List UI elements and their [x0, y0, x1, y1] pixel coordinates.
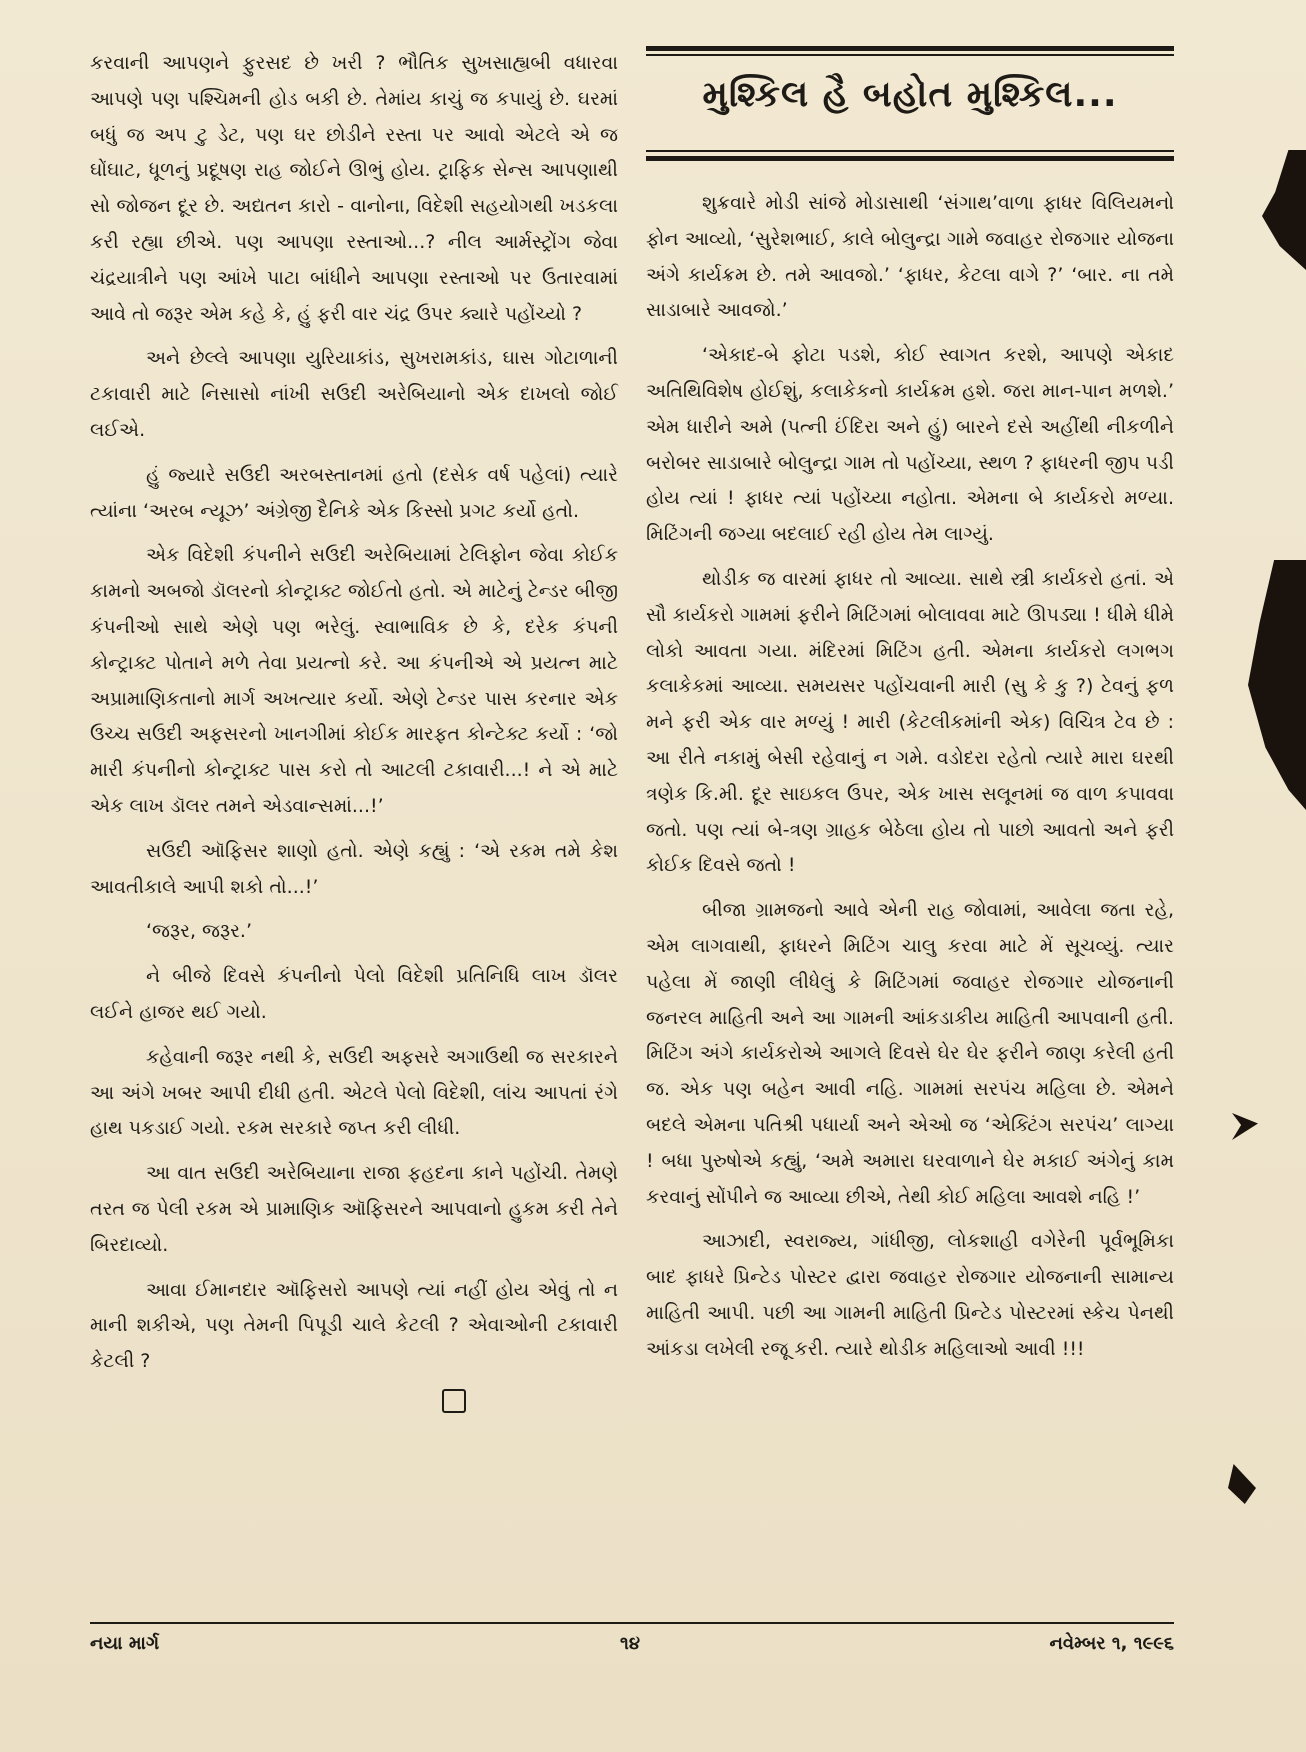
left-paragraph-1: કરવાની આપણને ફુરસદ છે ખરી ? ભૌતિક સુખસાહ્યબી વધારવા આપણે પણ પશ્ચિમની હોડ બકી છે. તેમાંય કાચું જ કપાયું છે. ઘરમાં બધું જ અપ ટુ ડેટ, પણ ઘર છોડીને રસ્તા પર આવો એટલે એ જ ઘોંઘાટ, ધૂળનું પ્રદૂષણ રાહ જોઈને ઊભું હોય. ટ્રાફિક સેન્સ આપણાથી સો જોજન દૂર છે. અદ્યતન કારો - વાનોના, વિદેશી સહયોગથી ખડકલા કરી રહ્યા છીએ. પણ આપણા રસ્તાઓ...? નીલ આર્મસ્ટ્રોંગ જેવા ચંદ્રયાત્રીને પણ આંખે પાટા બાંધીને આપણા રસ્તાઓ પર ઉતારવામાં આવે તો જરૂર એમ કહે કે, હું ફરી વાર ચંદ્ર ઉપર ક્યારે પહોંચ્યો ? — [90, 52, 618, 325]
page-damage-mark — [1228, 1464, 1256, 1504]
left-paragraph-8: કહેવાની જરૂર નથી કે, સઉદી અફસરે અગાઉથી જ સરકારને આ અંગે ખબર આપી દીધી હતી. એટલે પેલો વિદેશી, લાંચ આપતાં રંગે હાથ પકડાઈ ગયો. રકમ સરકારે જપ્ત કરી લીધી. — [90, 1045, 618, 1140]
footer-page-number: ૧૪ — [620, 1633, 640, 1654]
right-paragraph-3: થોડીક જ વારમાં ફાધર તો આવ્યા. સાથે સ્ત્રી કાર્યકરો હતાં. એ સૌ કાર્યકરો ગામમાં ફરીને મિટિંગમાં બોલાવવા માટે ઊપડ્યા ! ધીમે ધીમે લોકો આવતા ગયા. મંદિરમાં મિટિંગ હતી. એમના કાર્યકરો લગભગ કલાકેકમાં આવ્યા. સમયસર પહોંચવાની મારી (સુ કે કુ ?) ટેવનું ફળ મને ફરી એક વાર મળ્યું ! મારી (કેટલીકમાંની એક) વિચિત્ર ટેવ છે : આ રીતે નકામું બેસી રહેવાનું ન ગમે. વડોદરા રહેતો ત્યારે મારા ઘરથી ત્રણેક કિ.મી. દૂર સાઇકલ ઉપર, એક ખાસ સલૂનમાં જ વાળ કપાવવા જતો. પણ ત્યાં બે-ત્રણ ગ્રાહક બેઠેલા હોય તો પાછો આવતો અને ફરી કોઈક દિવસે જતો ! — [646, 567, 1174, 877]
right-paragraph-2: ‘એકાદ-બે ફોટા પડશે, કોઈ સ્વાગત કરશે, આપણે એકાદ અતિથિવિશેષ હોઈશું, કલાકેકનો કાર્યક્રમ હશે. જરા માન-પાન મળશે.’ એમ ધારીને અમે (પત્ની ઈંદિરા અને હું) બારને દસે અહીંથી નીકળીને બરોબર સાડાબારે બોલુન્દ્રા ગામ તો પહોંચ્યા, સ્થળ ? ફાધરની જીપ પડી હોય ત્યાં ! ફાધર ત્યાં પહોંચ્યા નહોતા. એમના બે કાર્યકરો મળ્યા. મિટિંગની જગ્યા બદલાઈ રહી હોય તેમ લાગ્યું. — [646, 344, 1174, 546]
left-paragraph-4: એક વિદેશી કંપનીને સઉદી અરેબિયામાં ટેલિફોન જેવા કોઈક કામનો અબજો ડૉલરનો કોન્ટ્રાક્ટ જોઈતો હતો. એ માટેનું ટેન્ડર બીજી કંપનીઓ સાથે એણે પણ ભરેલું. સ્વાભાવિક છે કે, દરેક કંપની કોન્ટ્રાક્ટ પોતાને મળે તેવા પ્રયત્નો કરે. આ કંપનીએ એ પ્રયત્ન માટે અપ્રામાણિકતાનો માર્ગ અખત્યાર કર્યો. એણે ટેન્ડર પાસ કરનાર એક ઉચ્ચ સઉદી અફસરનો ખાનગીમાં કોઈક મારફત કોન્ટેક્ટ કર્યો : ‘જો મારી કંપનીનો કોન્ટ્રાક્ટ પાસ કરો તો આટલી ટકાવારી...! ને એ માટે એક લાખ ડૉલર તમને એડવાન્સમાં...!’ — [90, 544, 618, 817]
left-paragraph-9: આ વાત સઉદી અરેબિયાના રાજા ફહદના કાને પહોંચી. તેમણે તરત જ પેલી રકમ એ પ્રામાણિક ઑફિસરને આપવાનો હુકમ કરી તેને બિરદાવ્યો. — [90, 1162, 618, 1256]
right-column — [646, 186, 1174, 1377]
left-paragraph-5: સઉદી ઑફિસર શાણો હતો. એણે કહ્યું : ‘એ રકમ તમે કેશ આવતીકાલે આપી શકો તો...!’ — [90, 839, 618, 898]
left-paragraph-10: આવા ઈમાનદાર ઑફિસરો આપણે ત્યાં નહીં હોય એવું તો ન માની શકીએ, પણ તેમની પિપૂડી ચાલે કેટલી ? એવાઓની ટકાવારી કેટલી ? — [90, 1278, 618, 1373]
right-paragraph-5: આઝાદી, સ્વરાજ્ય, ગાંધીજી, લોકશાહી વગેરેની પૂર્વભૂમિકા બાદ ફાધરે પ્રિન્ટેડ પોસ્ટર દ્વારા જવાહર રોજગાર યોજનાની સામાન્ય માહિતી આપી. પછી આ ગામની માહિતી પ્રિન્ટેડ પોસ્ટરમાં સ્કેચ પેનથી આંકડા લખેલી રજૂ કરી. ત્યારે થોડીક મહિલાઓ આવી !!! — [646, 1230, 1174, 1360]
footer-magazine-name: નયા માર્ગ — [90, 1633, 160, 1654]
left-paragraph-3: હું જ્યારે સઉદી અરબસ્તાનમાં હતો (દસેક વર્ષ પહેલાં) ત્યારે ત્યાંના ‘અરબ ન્યૂઝ’ અંગ્રેજી દૈનિકે એક કિસ્સો પ્રગટ કર્યો હતો. — [90, 463, 618, 522]
page-damage-mark — [1248, 560, 1306, 810]
footer-rule — [90, 1622, 1174, 1624]
title-bottom-rule-thin — [646, 150, 1174, 152]
article-end-mark — [442, 1389, 466, 1413]
article-title-box — [646, 46, 1174, 168]
title-top-rule — [646, 46, 1174, 51]
title-top-rule-thin — [646, 54, 1174, 56]
right-paragraph-1: શુક્રવારે મોડી સાંજે મોડાસાથી ‘સંગાથ’વાળા ફાધર વિલિયમનો ફોન આવ્યો, ‘સુરેશભાઈ, કાલે બોલુન્દ્રા ગામે જવાહર રોજગાર યોજના અંગે કાર્યક્રમ છે. તમે આવજો.’ ‘ફાધર, કેટલા વાગે ?’ ‘બાર. ના તમે સાડાબારે આવજો.’ — [646, 192, 1174, 322]
left-column — [90, 46, 618, 1413]
page-damage-mark — [1262, 150, 1306, 270]
left-paragraph-2: અને છેલ્લે આપણા યુરિયાકાંડ, સુખરામકાંડ, ઘાસ ગોટાળાની ટકાવારી માટે નિસાસો નાંખી સઉદી અરેબિયાનો એક દાખલો જોઈ લઈએ. — [90, 347, 618, 441]
title-bottom-rule — [646, 156, 1174, 161]
footer-date: નવેમ્બર ૧, ૧૯૯૬ — [1049, 1633, 1174, 1654]
right-paragraph-4: બીજા ગ્રામજનો આવે એની રાહ જોવામાં, આવેલા જતા રહે, એમ લાગવાથી, ફાધરને મિટિંગ ચાલુ કરવા માટે મેં સૂચવ્યું. ત્યાર પહેલા મેં જાણી લીધેલું કે મિટિંગમાં જવાહર રોજગાર યોજનાની જનરલ માહિતી અને આ ગામની આંકડાકીય માહિતી આપવાની હતી. મિટિંગ અંગે કાર્યકરોએ આગલે દિવસે ઘેર ઘેર ફરીને જાણ કરેલી હતી જ. એક પણ બહેન આવી નહિ. ગામમાં સરપંચ મહિલા છે. એમને બદલે એમના પતિશ્રી પધાર્યા અને એઓ જ ‘એક્ટિંગ સરપંચ’ લાગ્યા ! બધા પુરુષોએ કહ્યું, ‘અમે અમારા ઘરવાળાને ઘેર મકાઈ અંગેનું કામ કરવાનું સોંપીને જ આવ્યા છીએ, તેથી કોઈ મહિલા આવશે નહિ !’ — [646, 899, 1174, 1208]
left-paragraph-6: ‘જરૂર, જરૂર.’ — [146, 920, 253, 943]
article-title: મુશ્કિલ હૈ બહોત મુશ્કિલ... — [702, 74, 1118, 115]
left-paragraph-7: ને બીજે દિવસે કંપનીનો પેલો વિદેશી પ્રતિનિધિ લાખ ડૉલર લઈને હાજર થઈ ગયો. — [90, 965, 618, 1023]
page-damage-mark — [1232, 1110, 1258, 1140]
